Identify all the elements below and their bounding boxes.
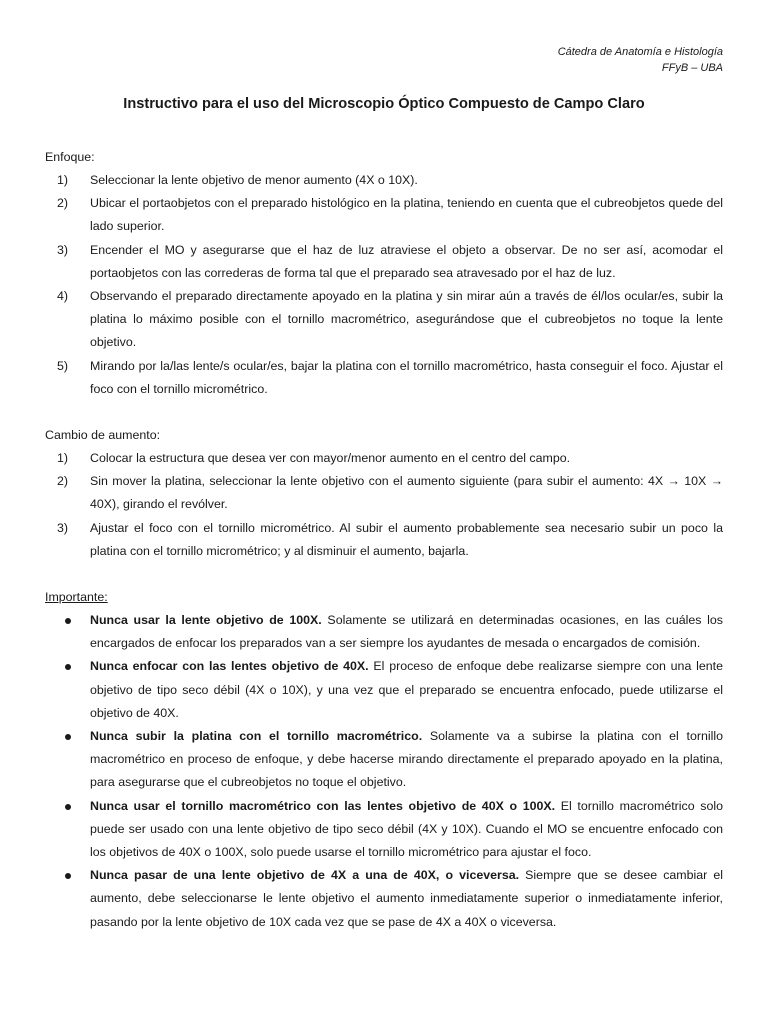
document-body [45, 146, 723, 957]
item-number: 5) [56, 358, 69, 373]
list-item [45, 864, 723, 934]
numbered-list [45, 447, 723, 563]
item-text: Solamente va a subirse la platina con el tornillo macrométrico en proceso de enfoque, y debe hacerse mirando directamente el preparado apoyado en la platina, para asegurarse que el cubreobjetos no toque el objetivo. [90, 729, 723, 790]
item-bold-text: Nunca subir la platina con el tornillo macrométrico. [90, 729, 423, 744]
item-bold-text: Nunca usar la lente objetivo de 100X. [90, 613, 322, 628]
item-text: El proceso de enfoque debe realizarse siempre con una lente objetivo de tipo seco débil (4X o 10X), y una vez que el preparado se encuentra enfocado, puede utilizarse el objetivo de 40X. [90, 659, 723, 720]
item-text: Mirando por la/las lente/s ocular/es, bajar la platina con el tornillo macrométrico, hasta conseguir el foco. Ajustar el foco con el tornillo micrométrico. [90, 358, 723, 396]
list-item [45, 725, 723, 795]
section-importante [45, 586, 723, 934]
item-text: Sin mover la platina, seleccionar la lente objetivo con el aumento siguiente (para subir el aumento: 4X → 10X → 40X), girando el revólver. [90, 474, 723, 512]
section-cambio-aumento [45, 424, 723, 563]
bullet-icon [65, 618, 71, 624]
numbered-list [45, 169, 723, 401]
section-heading: Importante: [45, 590, 108, 605]
item-text: Ajustar el foco con el tornillo micrométrico. Al subir el aumento probablemente sea necesario subir un poco la platina con el tornillo micrométrico; y al disminuir el aumento, bajarla. [90, 520, 723, 558]
section-enfoque [45, 146, 723, 401]
list-item [45, 192, 723, 238]
list-item [45, 355, 723, 401]
item-text: Colocar la estructura que desea ver con mayor/menor aumento en el centro del campo. [90, 451, 571, 466]
item-text: Observando el preparado directamente apoyado en la platina y sin mirar aún a través de él/los ocular/es, subir la platina lo máximo posible con el tornillo macrométrico, asegurándose que el cubreobjetos no toque la lente objetivo. [90, 289, 723, 350]
item-bold-text: Nunca pasar de una lente objetivo de 4X a una de 40X, o viceversa. [90, 868, 520, 883]
item-text: Encender el MO y asegurarse que el haz de luz atraviese el objeto a observar. De no ser así, acomodar el portaobjetos con las correderas de forma tal que el preparado sea atravesado por el haz de luz. [90, 242, 723, 280]
item-bold-text: Nunca enfocar con las lentes objetivo de 40X. [90, 659, 369, 674]
header-institution: FFyB – UBA [661, 62, 723, 74]
item-text: Seleccionar la lente objetivo de menor aumento (4X o 10X). [90, 173, 418, 187]
item-number: 4) [56, 289, 69, 304]
document-header [558, 44, 723, 76]
item-bold-text: Nunca usar el tornillo macrométrico con las lentes objetivo de 40X o 100X. [90, 798, 556, 813]
bullet-icon [65, 664, 71, 670]
item-text: Ubicar el portaobjetos con el preparado histológico en la platina, teniendo en cuenta que el cubreobjetos quede del lado superior. [90, 196, 723, 234]
list-item [45, 239, 723, 285]
item-text: Solamente se utilizará en determinadas ocasiones, en las cuáles los encargados de enfocar los preparados van a ser siempre los ayudantes de mesada o encargados de comisión. [90, 613, 723, 651]
document-title: Instructivo para el uso del Microscopio Óptico Compuesto de Campo Claro [123, 96, 645, 112]
item-number: 1) [56, 173, 69, 187]
bullet-icon [65, 873, 71, 879]
section-heading: Cambio de aumento: [45, 428, 161, 443]
list-item [45, 285, 723, 355]
item-number: 3) [56, 242, 69, 257]
section-heading: Enfoque: [45, 150, 95, 164]
list-item [45, 609, 723, 655]
item-text: Siempre que se desee cambiar el aumento, debe seleccionarse le lente objetivo el aumento inmediatamente superior o inmediatamente inferior, pasando por la lente objetivo de 10X cada vez que se pase de 4X a 40X o viceversa. [90, 868, 723, 929]
list-item [45, 169, 723, 192]
list-item [45, 470, 723, 516]
list-item [45, 447, 723, 470]
bullet-list [45, 609, 723, 934]
item-number: 1) [56, 451, 69, 466]
bullet-icon [65, 804, 71, 810]
item-text: El tornillo macrométrico solo puede ser usado con una lente objetivo de tipo seco débil (4X y 10X). Cuando el MO se encuentre enfocado con los objetivos de 40X o 100X, solo puede usarse el tornillo micrométrico para ajustar el foco. [90, 798, 723, 860]
list-item [45, 517, 723, 563]
item-number: 3) [56, 520, 69, 535]
list-item [45, 795, 723, 865]
list-item [45, 655, 723, 725]
bullet-icon [65, 734, 71, 740]
header-department: Cátedra de Anatomía e Histología [557, 46, 723, 58]
item-number: 2) [56, 196, 69, 211]
item-number: 2) [56, 474, 69, 489]
